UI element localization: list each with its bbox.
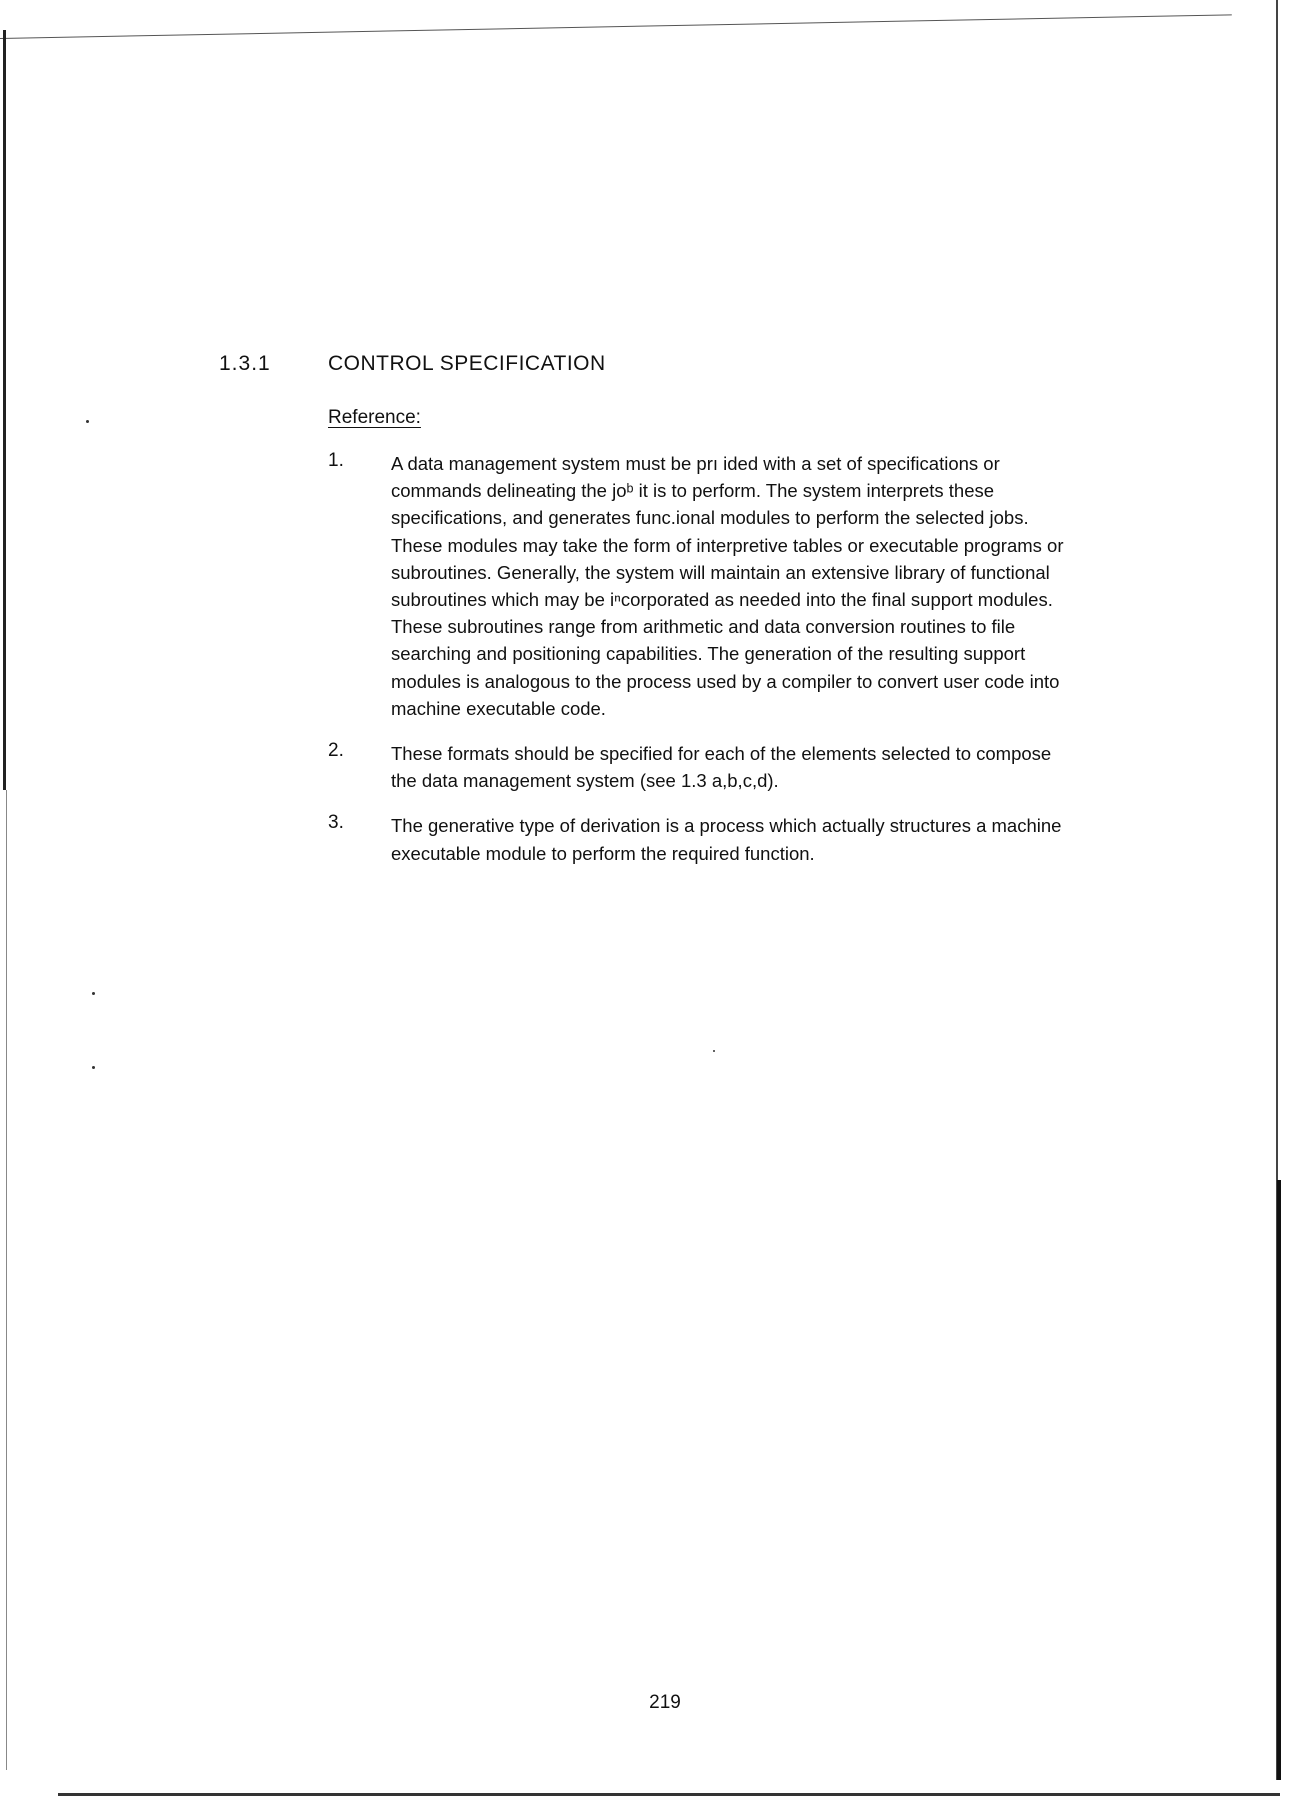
item-number: 2. (328, 740, 344, 762)
item-text: A data management system must be prı ided with a set of specifications or commands delineating the joᵇ it is to perform. The system interprets these specifications, and generates func.ional modules to perform the selected jobs. These modules may take the form of interpretive tables or executable programs or subroutines. Generally, the system will maintain an extensive library of functional subroutines which may be iⁿcorporated as needed into the final support modules. These subroutines range from arithmetic and data conversion routines to file searching and positioning capabilities. The generation of the resulting support modules is analogous to the process used by a compiler to convert user code into machine executable code. (391, 453, 1064, 719)
scan-edge-left (3, 30, 6, 790)
reference-label: Reference: (328, 407, 421, 428)
item-number: 3. (328, 812, 344, 834)
scan-speck (86, 420, 89, 423)
scan-edge-bottom (58, 1793, 1280, 1796)
scan-edge-left-lower (6, 790, 7, 1770)
item-number: 1. (328, 450, 344, 471)
page-number: 219 (649, 1692, 681, 1713)
scan-speck (713, 1050, 715, 1052)
list-item (328, 812, 1088, 866)
item-text: These formats should be specified for each of the elements selected to compose the data management system (see 1.3 a,b,c,d). (391, 743, 1052, 792)
reference-list (328, 450, 1088, 885)
item-text: The generative type of derivation is a process which actually structures a machine executable module to perform the required function. (391, 815, 1062, 864)
scan-speck (92, 1066, 95, 1069)
scan-speck (92, 992, 95, 995)
scan-edge-top (0, 14, 1232, 39)
list-item (328, 740, 1088, 794)
section-title: CONTROL SPECIFICATION (328, 352, 606, 375)
section-number: 1.3.1 (219, 352, 271, 375)
scan-edge-right-lower (1277, 1180, 1281, 1780)
list-item (328, 450, 1088, 722)
